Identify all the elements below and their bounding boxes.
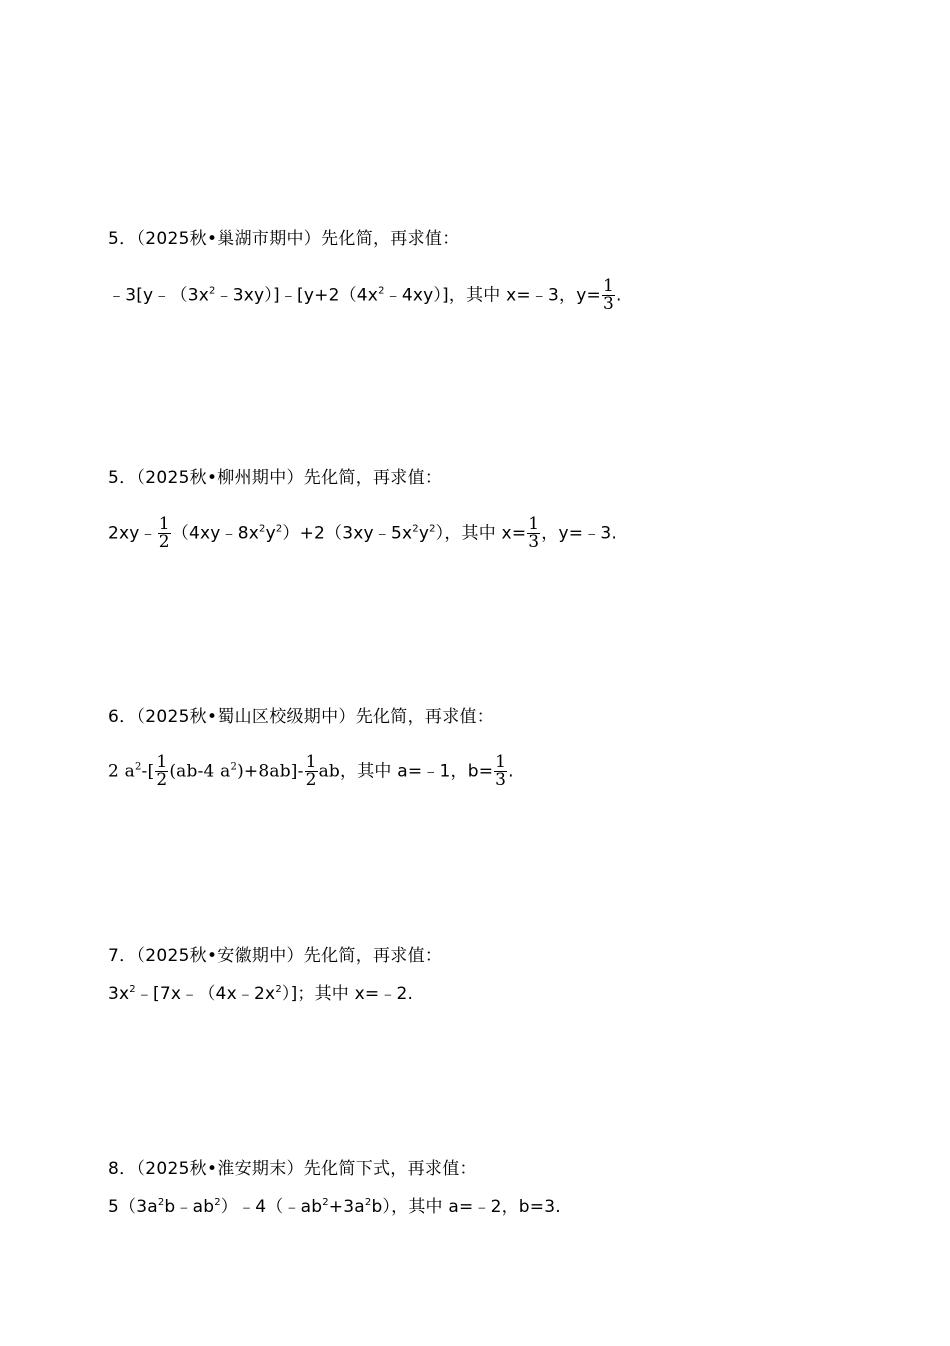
formula-7-anhui: $3x^2﹣[7x﹣(4x﹣2x^2)]$；其中 x=﹣2.: [108, 984, 414, 1004]
formula-5-chaohu: $﹣3[y﹣(3x^2﹣3xy)]﹣[y+2(4x^2﹣4xy)]$，其中 x=﹣3，y= $\frac{1}{3}$ .: [108, 276, 622, 314]
question-5-liuzhou: 5．（2025秋•柳州期中）先化简，再求值：: [108, 468, 443, 488]
fraction-one-half: $\frac{1}{2}$: [305, 752, 317, 790]
fraction-one-third: $\frac{1}{3}$: [602, 276, 614, 314]
fraction-one-half: $\frac{1}{2}$: [156, 752, 168, 790]
fraction-one-third: $\frac{1}{3}$: [495, 752, 507, 790]
question-7-anhui: 7．（2025秋•安徽期中）先化简，再求值：: [108, 946, 443, 966]
formula-5-liuzhou: 2xy﹣ $\frac{1}{2}$ $(4xy﹣8x^2y^2)+2(3xy﹣5x^2y^2)$，其中 x= $\frac{1}{3}$ ，y=﹣3.: [108, 514, 618, 552]
question-6-shushan: 6．（2025秋•蜀山区校级期中）先化简，再求值：: [108, 707, 495, 727]
formula-8-huaian: $5(3a^2b﹣ab^2)﹣4(﹣ab^2+3a^2b)$，其中 a=﹣2，b=3.: [108, 1197, 561, 1217]
question-5-chaohu: 5．（2025秋•巢湖市期中）先化简，再求值：: [108, 229, 460, 249]
formula-6-shushan: 2 $a^2-$[ $\frac{1}{2}$ (ab-4 $a^2)+8ab]-$ $\frac{1}{2}$ ab，其中 a=﹣1，b= $\frac{1}{3}$ .: [108, 752, 514, 790]
question-8-huaian: 8．（2025秋•淮安期末）先化简下式，再求值：: [108, 1159, 477, 1179]
fraction-one-half: $\frac{1}{2}$: [158, 514, 170, 552]
fraction-one-third: $\frac{1}{3}$: [528, 514, 540, 552]
